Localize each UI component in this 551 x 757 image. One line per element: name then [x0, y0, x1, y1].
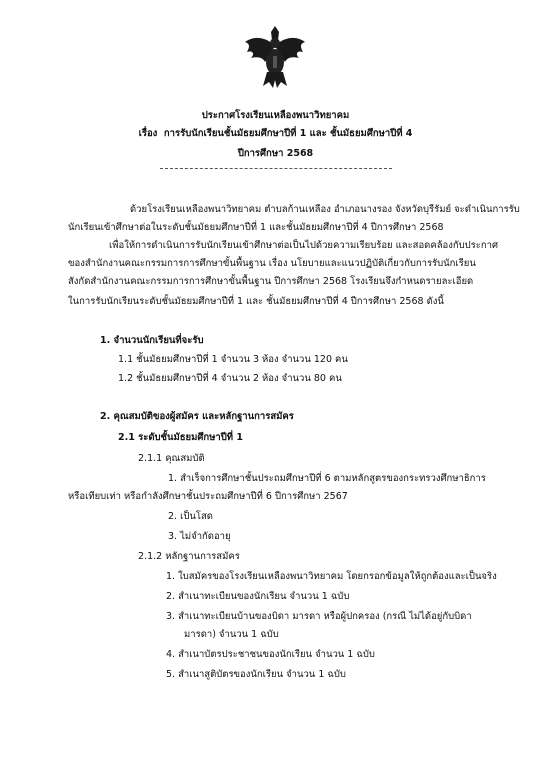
separator-line — [160, 168, 392, 169]
intro-paragraph-1-line-1: ด้วยโรงเรียนเหลืองพนาวิทยาคม ตำบลก้านเหลือง อำเภอนางรอง จังหวัดบุรีรัมย์ จะดำเนินการรับ — [130, 204, 520, 215]
section-2-1-heading: 2.1 ระดับชั้นมัธยมศึกษาปีที่ 1 — [118, 432, 243, 443]
document-item-5: 5. สำเนาสูติบัตรของนักเรียน จำนวน 1 ฉบับ — [166, 669, 346, 680]
qualification-2: 2. เป็นโสด — [168, 511, 213, 522]
section-1-heading: 1. จำนวนนักเรียนที่จะรับ — [100, 335, 204, 346]
document-item-3-line-2: มารดา) จำนวน 1 ฉบับ — [184, 629, 279, 640]
intro-paragraph-2-line-4: ในการรับนักเรียนระดับชั้นมัธยมศึกษาปีที่ 1 และ ชั้นมัธยมศึกษาปีที่ 4 ปีการศึกษา 2568 ดังนี้ — [68, 296, 444, 307]
qualification-1-line-2: หรือเทียบเท่า หรือกำลังศึกษาชั้นประถมศึกษาปีที่ 6 ปีการศึกษา 2567 — [68, 491, 348, 502]
subject-text: การรับนักเรียนชั้นมัธยมศึกษาปีที่ 1 และ ชั้นมัธยมศึกษาปีที่ 4 — [163, 128, 413, 139]
academic-year: ปีการศึกษา 2568 — [237, 148, 314, 159]
document-item-3-line-1: 3. สำเนาทะเบียนบ้านของบิดา มารดา หรือผู้ปกครอง (กรณี ไม่ได้อยู่กับบิดา — [166, 611, 472, 622]
section-1-item-1: 1.1 ชั้นมัธยมศึกษาปีที่ 1 จำนวน 3 ห้อง จำนวน 120 คน — [118, 354, 348, 365]
section-2-heading: 2. คุณสมบัติของผู้สมัคร และหลักฐานการสมัคร — [100, 411, 294, 422]
qualification-3: 3. ไม่จำกัดอายุ — [168, 531, 231, 542]
section-2-1-2-heading: 2.1.2 หลักฐานการสมัคร — [138, 551, 240, 562]
section-2-1-1-heading: 2.1.1 คุณสมบัติ — [138, 453, 205, 464]
intro-paragraph-2-line-3: สังกัดสำนักงานคณะกรรมการการศึกษาขั้นพื้นฐาน ปีการศึกษา 2568 โรงเรียนจึงกำหนดรายละเอียด — [68, 276, 474, 287]
qualification-1-line-1: 1. สำเร็จการศึกษาชั้นประถมศึกษาปีที่ 6 ตามหลักสูตรของกระทรวงศึกษาธิการ — [168, 473, 486, 484]
intro-paragraph-2-line-2: ของสำนักงานคณะกรรมการการศึกษาขั้นพื้นฐาน เรื่อง นโยบายและแนวปฏิบัติเกี่ยวกับการรับนักเรียน — [68, 258, 476, 269]
intro-paragraph-1-line-2: นักเรียนเข้าศึกษาต่อในระดับชั้นมัธยมศึกษาปีที่ 1 และชั้นมัธยมศึกษาปีที่ 4 ปีการศึกษา 2568 — [68, 222, 444, 233]
announcement-title: ประกาศโรงเรียนเหลืองพนาวิทยาคม — [201, 110, 350, 121]
intro-paragraph-2-line-1: เพื่อให้การดำเนินการรับนักเรียนเข้าศึกษาต่อเป็นไปด้วยความเรียบร้อย และสอดคล้องกับประกาศ — [109, 240, 499, 251]
subject-label: เรื่อง — [138, 128, 158, 139]
document-item-2: 2. สำเนาทะเบียนของนักเรียน จำนวน 1 ฉบับ — [166, 591, 350, 602]
document-item-4: 4. สำเนาบัตรประชาชนของนักเรียน จำนวน 1 ฉบับ — [166, 649, 375, 660]
announcement-subject — [0, 126, 551, 141]
document-item-1: 1. ใบสมัครของโรงเรียนเหลืองพนาวิทยาคม โดยกรอกข้อมูลให้ถูกต้องและเป็นจริง — [166, 571, 497, 582]
section-1-item-2: 1.2 ชั้นมัธยมศึกษาปีที่ 4 จำนวน 2 ห้อง จำนวน 80 คน — [118, 373, 342, 384]
garuda-emblem-icon — [243, 26, 307, 90]
